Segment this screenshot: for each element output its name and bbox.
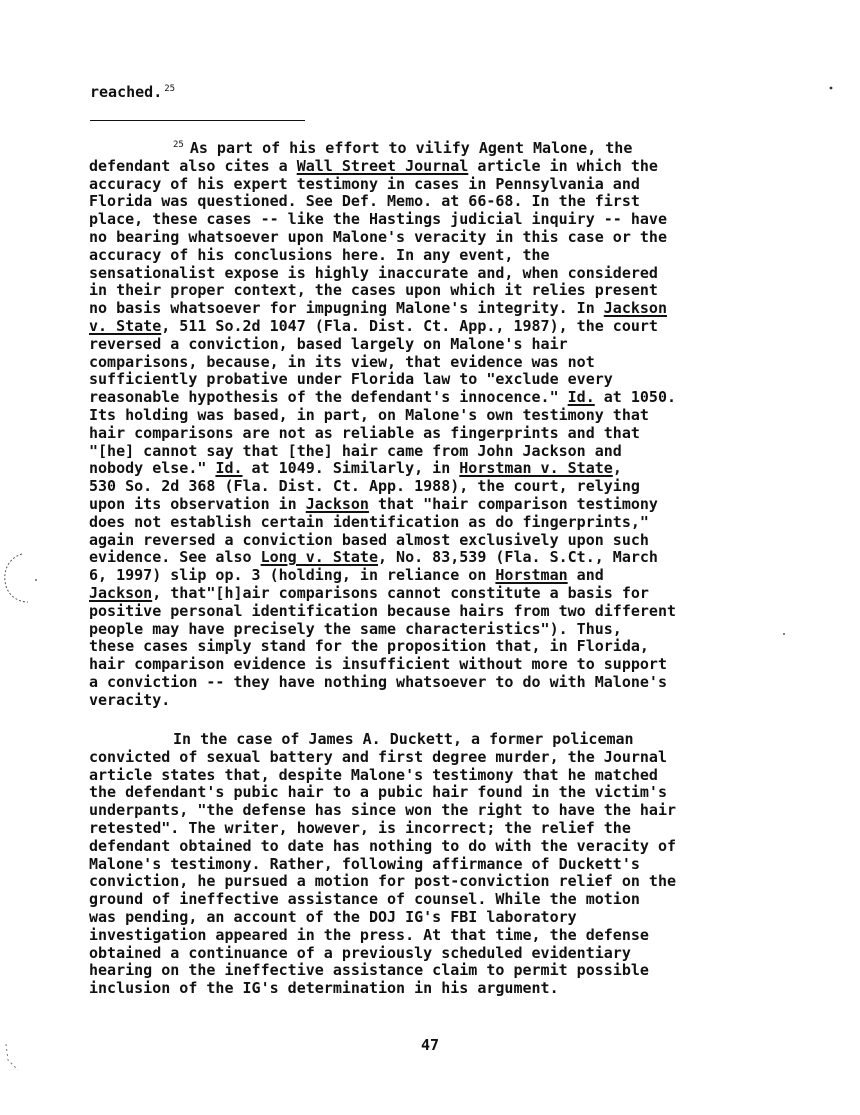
footnote-text-run: accuracy of his conclusions here. In any event, the [89, 245, 550, 264]
paragraph-line: hearing on the ineffective assistance claim to permit possible [89, 961, 649, 980]
footnote-text-run: no bearing whatsoever upon Malone's veracity in this case or the [89, 227, 667, 246]
footnote-line [89, 478, 799, 496]
case-citation: Jackson [305, 494, 369, 513]
paragraph-line: conviction, he pursued a motion for post-conviction relief on the [89, 872, 676, 891]
footnote-text-run: upon its observation in [89, 494, 306, 513]
footnote-line [89, 211, 799, 229]
paragraph-line: In the case of James A. Duckett, a former policeman [173, 730, 634, 748]
footnote-line [89, 371, 799, 389]
footnote-text-run: place, these cases -- like the Hastings judicial inquiry -- have [89, 210, 667, 229]
paragraph-line: the defendant's pubic hair to a pubic hair found in the victim's [89, 783, 667, 802]
case-citation: Horstman v. State [459, 459, 613, 478]
footnote-text-run: reasonable hypothesis of the defendant's innocence." [89, 388, 568, 407]
footnote-line [89, 549, 799, 567]
paragraph-line: inclusion of the IG's determination in his argument. [89, 979, 559, 998]
paragraph-line: investigation appeared in the press. At that time, the defense [89, 925, 649, 944]
carryover-word: reached. [90, 83, 163, 101]
footnote-text-run: article in which the [468, 156, 658, 175]
paragraph-line: ground of ineffective assistance of counsel. While the motion [89, 890, 640, 909]
footnote-reference: 25 [164, 84, 176, 94]
footnote-text-run: nobody else." [89, 459, 216, 478]
footnote-text-run: hair comparisons are not as reliable as fingerprints and that [89, 423, 640, 442]
punch-hole-mark [0, 550, 40, 610]
case-citation: Id. [567, 388, 595, 407]
footnote-text [89, 137, 799, 710]
case-citation: Jackson [89, 583, 153, 602]
footnote-line [89, 656, 799, 674]
footnote-text-run: , that"[h]air comparisons cannot constitute a basis for [152, 583, 649, 602]
footnote-line [89, 443, 799, 461]
body-paragraph [89, 731, 799, 998]
footnote-line [89, 603, 799, 621]
paragraph-line: article states that, despite Malone's testimony that he matched [89, 765, 658, 784]
footnote-text-run: and [567, 566, 604, 585]
scan-speck [825, 80, 839, 94]
footnote-text-run: "[he] cannot say that [the] hair came from John Jackson and [89, 441, 622, 460]
footnote-line [89, 137, 799, 158]
footnote-marker: 25 [173, 140, 184, 150]
footnote-text-run: As part of his effort to vilify Agent Malone, the [189, 139, 633, 157]
footnote-text-run: Its holding was based, in part, on Malone's own testimony that [89, 405, 649, 424]
footnote-line [89, 532, 799, 550]
footnote-text-run: in their proper context, the cases upon which it relies present [89, 281, 658, 300]
page-number: 47 [420, 1036, 440, 1054]
footnote-text-run: , 511 So.2d 1047 (Fla. Dist. Ct. App., 1987), the court [161, 316, 658, 335]
footnote-line [89, 425, 799, 443]
footnote-line [89, 585, 799, 603]
footnote-text-run: 6, 1997) slip op. 3 (holding, in reliance on [89, 566, 496, 585]
footnote-text-run: veracity. [89, 690, 171, 709]
case-citation: Horstman [495, 566, 568, 585]
footnote-text-run: reversed a conviction, based largely on Malone's hair [89, 334, 568, 353]
footnote-text-run: positive personal identification because hairs from two different [89, 601, 676, 620]
footnote-text-run: accuracy of his expert testimony in cases in Pennsylvania and [89, 174, 640, 193]
footnote-text-run: again reversed a conviction based almost exclusively upon such [89, 530, 649, 549]
paragraph-line: defendant obtained to date has nothing to do with the veracity of [89, 836, 676, 855]
footnote-text-run: evidence. See also [89, 548, 261, 567]
paragraph-line: convicted of sexual battery and first degree murder, the Journal [89, 747, 667, 766]
footnote-line [89, 389, 799, 407]
footnote-line [89, 354, 799, 372]
paragraph-line: underpants, "the defense has since won the right to have the hair [89, 801, 676, 820]
footnote-text-run: defendant also cites a [89, 156, 297, 175]
footnote-line [89, 176, 799, 194]
footnote-text-run: that "hair comparison testimony [368, 494, 658, 513]
footnote-line [89, 158, 799, 176]
footnote-line [89, 514, 799, 532]
footnote-text-run: does not establish certain identification as do fingerprints," [89, 512, 649, 531]
footnote-text-run: people may have precisely the same characteristics"). Thus, [89, 619, 622, 638]
footnote-text-run: , [612, 459, 622, 478]
footnote-text-run: 530 So. 2d 368 (Fla. Dist. Ct. App. 1988), the court, relying [89, 477, 640, 496]
carryover-text [90, 83, 175, 101]
footnote-text-run: sufficiently probative under Florida law to "exclude every [89, 370, 613, 389]
footnote-line [89, 229, 799, 247]
footnote-text-run: no basis whatsoever for impugning Malone's integrity. In [89, 299, 604, 318]
footnote-line [89, 193, 799, 211]
footnote-text-run: a conviction -- they have nothing whatsoever to do with Malone's [89, 672, 667, 691]
footnote-line [89, 674, 799, 692]
footnote-line [89, 247, 799, 265]
footnote-text-run: at 1050. [594, 388, 677, 407]
footnote-text-run: Florida was questioned. See Def. Memo. at 66-68. In the first [89, 192, 640, 211]
footnote-text-run: hair comparison evidence is insufficient without more to support [89, 655, 667, 674]
case-citation: v. State [89, 316, 162, 335]
footnote-text-run: at 1049. Similarly, in [242, 459, 460, 478]
footnote-line [89, 638, 799, 656]
footnote-line [89, 282, 799, 300]
footnote-line [89, 407, 799, 425]
paragraph-line: Malone's testimony. Rather, following affirmance of Duckett's [89, 854, 640, 873]
footnote-separator-rule [90, 120, 305, 121]
footnote-line [89, 621, 799, 639]
footnote-line [89, 318, 799, 336]
footnote-text-run: these cases simply stand for the proposition that, in Florida, [89, 637, 649, 656]
footnote-line [89, 336, 799, 354]
footnote-text-run: sensationalist expose is highly inaccurate and, when considered [89, 263, 658, 282]
case-citation: Id. [215, 459, 243, 478]
footnote-text-run: , No. 83,539 (Fla. S.Ct., March [378, 548, 658, 567]
footnote-line [89, 265, 799, 283]
paragraph-line: retested". The writer, however, is incorrect; the relief the [89, 818, 631, 837]
case-citation: Jackson [603, 299, 667, 318]
paragraph-line: obtained a continuance of a previously scheduled evidentiary [89, 943, 631, 962]
footnote-line [89, 460, 799, 478]
footnote-text-run: comparisons, because, in its view, that evidence was not [89, 352, 595, 371]
case-citation: Long v. State [260, 548, 378, 567]
footnote-line [89, 300, 799, 318]
paragraph-line: was pending, an account of the DOJ IG's FBI laboratory [89, 907, 577, 926]
case-citation: Wall Street Journal [296, 156, 469, 175]
footnote-line [89, 692, 799, 710]
footnote-line [89, 496, 799, 514]
footnote-line [89, 567, 799, 585]
